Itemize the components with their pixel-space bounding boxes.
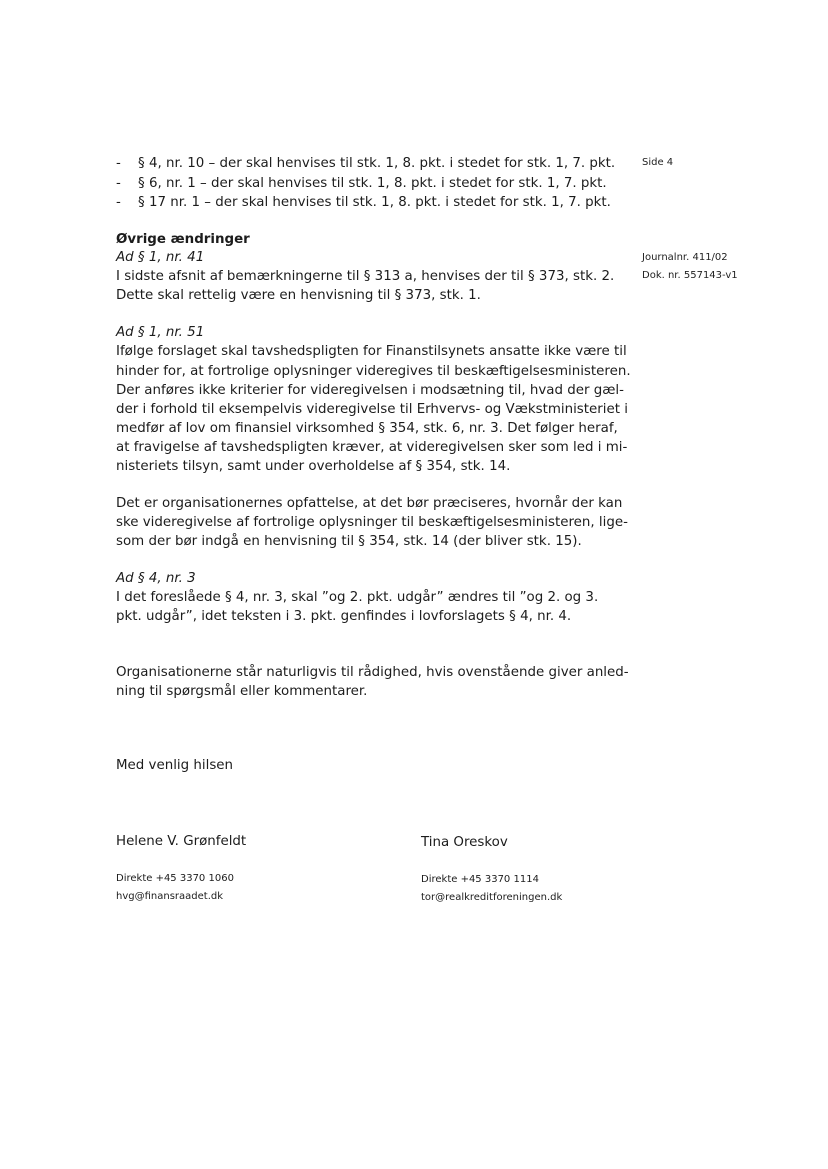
document-number: Dok. nr. 557143-v1 bbox=[642, 270, 738, 281]
bullet-dash: - bbox=[116, 156, 121, 171]
signatory-email: tor@realkreditforeningen.dk bbox=[421, 892, 563, 903]
page-number: Side 4 bbox=[642, 157, 674, 168]
ad2b-line: som der bør indgå en henvisning til § 354, stk. 14 (der bliver stk. 15). bbox=[116, 534, 582, 549]
ad2-line: medfør af lov om finansiel virksomhed § 354, stk. 6, nr. 3. Det følger heraf, bbox=[116, 421, 618, 436]
ad3-line: I det foreslåede § 4, nr. 3, skal ”og 2. pkt. udgår” ændres til ”og 2. og 3. bbox=[116, 590, 599, 605]
ad2-title: Ad § 1, nr. 51 bbox=[116, 325, 205, 340]
signatory-phone: Direkte +45 3370 1060 bbox=[116, 873, 234, 884]
ad3-title: Ad § 4, nr. 3 bbox=[116, 571, 196, 586]
signatory-phone: Direkte +45 3370 1114 bbox=[421, 874, 539, 885]
signatory-email: hvg@finansraadet.dk bbox=[116, 891, 224, 902]
signatory-name: Helene V. Grønfeldt bbox=[116, 834, 247, 849]
closing-line: Organisationerne står naturligvis til rådighed, hvis ovenstående giver anled- bbox=[116, 665, 629, 680]
ad1-title: Ad § 1, nr. 41 bbox=[116, 250, 205, 265]
ad1-line: I sidste afsnit af bemærkningerne til § 313 a, henvises der til § 373, stk. 2. bbox=[116, 269, 615, 284]
closing-line: ning til spørgsmål eller kommentarer. bbox=[116, 684, 368, 699]
ad2-line: hinder for, at fortrolige oplysninger videregives til beskæftigelsesministeren. bbox=[116, 364, 631, 379]
ad2b-line: Det er organisationernes opfattelse, at det bør præciseres, hvornår der kan bbox=[116, 496, 623, 511]
list-item: - § 4, nr. 10 – der skal henvises til stk. 1, 8. pkt. i stedet for stk. 1, 7. pkt. bbox=[116, 156, 616, 171]
ad2-line: der i forhold til eksempelvis videregivelse til Erhvervs- og Vækstministeriet i bbox=[116, 402, 628, 417]
bullet-dash: - bbox=[116, 176, 121, 191]
signatory-name: Tina Oreskov bbox=[421, 835, 508, 850]
ad2-line: at fravigelse af tavshedspligten kræver, at videregivelsen sker som led i mi- bbox=[116, 440, 628, 455]
ad3-line: pkt. udgår”, idet teksten i 3. pkt. genfindes i lovforslagets § 4, nr. 4. bbox=[116, 609, 572, 624]
list-item: - § 6, nr. 1 – der skal henvises til stk. 1, 8. pkt. i stedet for stk. 1, 7. pkt. bbox=[116, 176, 607, 191]
section-heading: Øvrige ændringer bbox=[116, 232, 250, 247]
ad1-line: Dette skal rettelig være en henvisning til § 373, stk. 1. bbox=[116, 288, 481, 303]
ad2-line: Der anføres ikke kriterier for videregivelsen i modsætning til, hvad der gæl- bbox=[116, 383, 624, 398]
list-item: - § 17 nr. 1 – der skal henvises til stk. 1, 8. pkt. i stedet for stk. 1, 7. pkt. bbox=[116, 195, 611, 210]
journal-number: Journalnr. 411/02 bbox=[642, 252, 728, 263]
greeting: Med venlig hilsen bbox=[116, 758, 234, 773]
bullet-dash: - bbox=[116, 195, 121, 210]
ad2-line: nisteriets tilsyn, samt under overholdelse af § 354, stk. 14. bbox=[116, 459, 511, 474]
ad2b-line: ske videregivelse af fortrolige oplysninger til beskæftigelsesministeren, lige- bbox=[116, 515, 628, 530]
ad2-line: Ifølge forslaget skal tavshedspligten for Finanstilsynets ansatte ikke være til bbox=[116, 344, 627, 359]
